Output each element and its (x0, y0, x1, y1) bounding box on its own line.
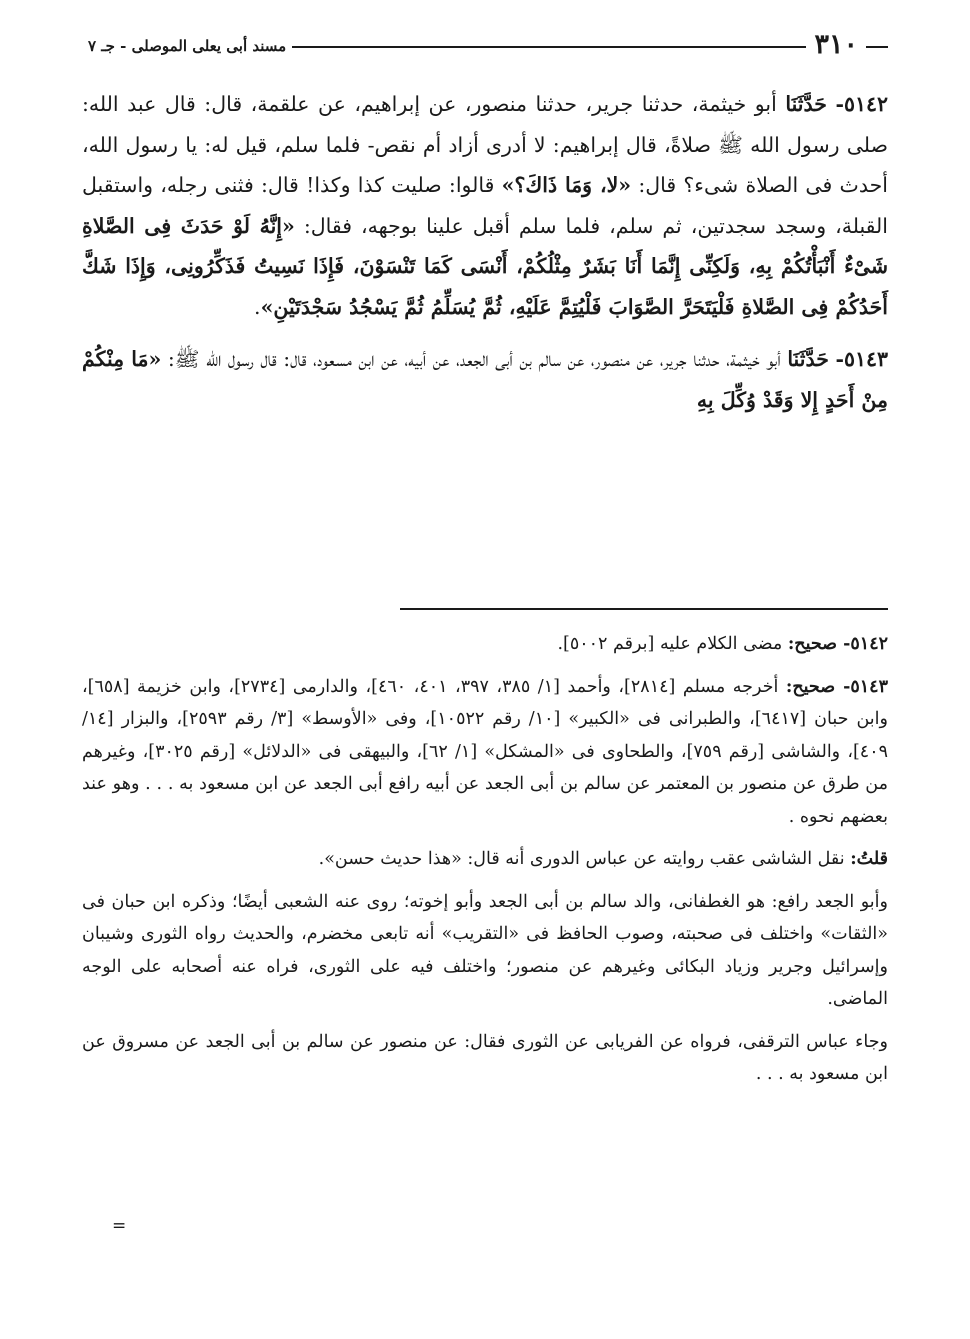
footnotes (82, 628, 888, 1091)
hadith-narration: قالوا: صليت كذا وكذا! قال: فثنى رجله، واستقبل القبلة، وسجد سجدتين، ثم سلم، فلما سلم أقبل علينا بوجهه، فقال: (82, 173, 888, 238)
footnote-label: ٥١٤٣- صحيح: (785, 676, 888, 697)
hadith-isnad: أبو خيثمة، حدثنا جرير، حدثنا منصور، عن إبراهيم، عن علقمة، قال: قال عبد الله: صلى رسول الله ﷺ صلاةً، قال إبراهيم: لا أدرى أزاد أم نقص- فلما سلم، قيل له: يا رسول الله، أحدث فى الصلاة شىء؟ قال: (82, 92, 888, 197)
hadith-quote: «لا، وَمَا ذَاكَ؟» (501, 173, 632, 197)
page-header (82, 30, 888, 60)
hadith-5142 (82, 84, 888, 327)
hadith-lead: حَدَّثَنَا (787, 347, 829, 371)
continuation-mark: = (112, 1216, 127, 1236)
hadith-quote: «إِنَّهُ لَوْ حَدَثَ فِى الصَّلاةِ شَىْءٌ أَنْبَأْتُكُمْ بِهِ، وَلَكِنِّى إِنَّمَا أَنَا بَشَرٌ مِثْلُكُمْ، أَنْسَى كَمَا تَنْسَوْنَ، فَإِذَا نَسِيتُ فَذَكِّرُونِى، وَإِذَا شَكَّ أَحَدُكُمْ فِى الصَّلاةِ فَلْيَتَحَرَّ الصَّوَابَ فَلْيُتِمَّ عَلَيْهِ، ثُمَّ يُسَلِّمُ ثُمَّ يَسْجُدُ سَجْدَتَيْنِ» (82, 213, 888, 319)
hadith-lead: حَدَّثَنَا (785, 92, 827, 116)
footnote-separator (400, 608, 888, 610)
footnote-5142 (82, 628, 888, 661)
footnote-qultu (82, 843, 888, 876)
hadith-end: . (254, 294, 261, 319)
hadith-quote: «مَا مِنْكُمْ مِنْ أَحَدٍ إِلا وَقَدْ وُكِّلَ بِهِ (82, 347, 888, 412)
footnote-text: مضى الكلام عليه [برقم ٥٠٠٢]. (557, 634, 783, 654)
hadith-5143 (82, 339, 888, 420)
hadith-isnad: أبو خيثمة، حدثنا جرير، عن منصور، عن سالم بن أبى الجعد، عن أبيه، عن ابن مسعود، قال: قال رسول الله ﷺ: (167, 347, 781, 371)
hadith-number: ٥١٤٢- (835, 92, 888, 116)
footnote-label: قلتُ: (850, 849, 888, 869)
hadith-number: ٥١٤٣- (835, 347, 888, 371)
book-title: مسند أبى يعلى الموصلى - جـ ٧ (82, 35, 292, 57)
main-text (82, 84, 888, 420)
footnote-text: أخرجه مسلم [٢٨١٤]، وأحمد [١/ ٣٨٥، ٣٩٧، ٤٠١، ٤٦٠]، والدارمى [٢٧٣٤]، وابن خزيمة [٦٥٨]، وابن حبان [٦٤١٧]، والطبرانى فى «الكبير» [١٠/ رقم ١٠٥٢٢]، وفى «الأوسط» [٣/ رقم ٢٥٩٣]، والبزار [١٤/ ٤٠٩]، والشاشى [رقم ٧٥٩]، والطحاوى فى «المشكل» [١/ ٦٢]، والبيهقى فى «الدلائل» [رقم ٣٠٢٥]، وغيرهم من طرق عن منصور بن المعتمر عن سالم بن أبى الجعد عن أبيه رافع أبى الجعد عن ابن مسعود به . . . وهو عند بعضهم نحوه . (82, 676, 888, 827)
footnote-paragraph: وجاء عباس الترقفى، فرواه عن الفريابى عن الثورى فقال: عن منصور عن سالم بن أبى الجعد عن مسروق عن ابن مسعود به . . . (82, 1031, 888, 1084)
footnote-5143 (82, 671, 888, 834)
footnote-paragraph: وأبو الجعد رافع: هو الغطفانى، والد سالم بن أبى الجعد وأبو إخوته؛ روى عنه الشعبى أيضًا؛ وذكره ابن حبان فى «الثقات» واختلف فى صحبته، وصوب الحافظ فى «التقريب» أنه تابعى مخضرم، والحديث رواه الثورى وشيبان وإسرائيل وجرير وزياد البكائى وغيرهم عن منصور؛ واختلف فيه على الثورى، فراه عنه أصحابه على الوجه الماضى. (82, 891, 888, 1009)
page-number: ٣١٠ (806, 30, 866, 60)
footnote-label: ٥١٤٢- صحيح: (787, 634, 888, 654)
footnote-text: نقل الشاشى عقب روايته عن عباس الدورى أنه قال: «هذا حديث حسن». (318, 849, 845, 869)
